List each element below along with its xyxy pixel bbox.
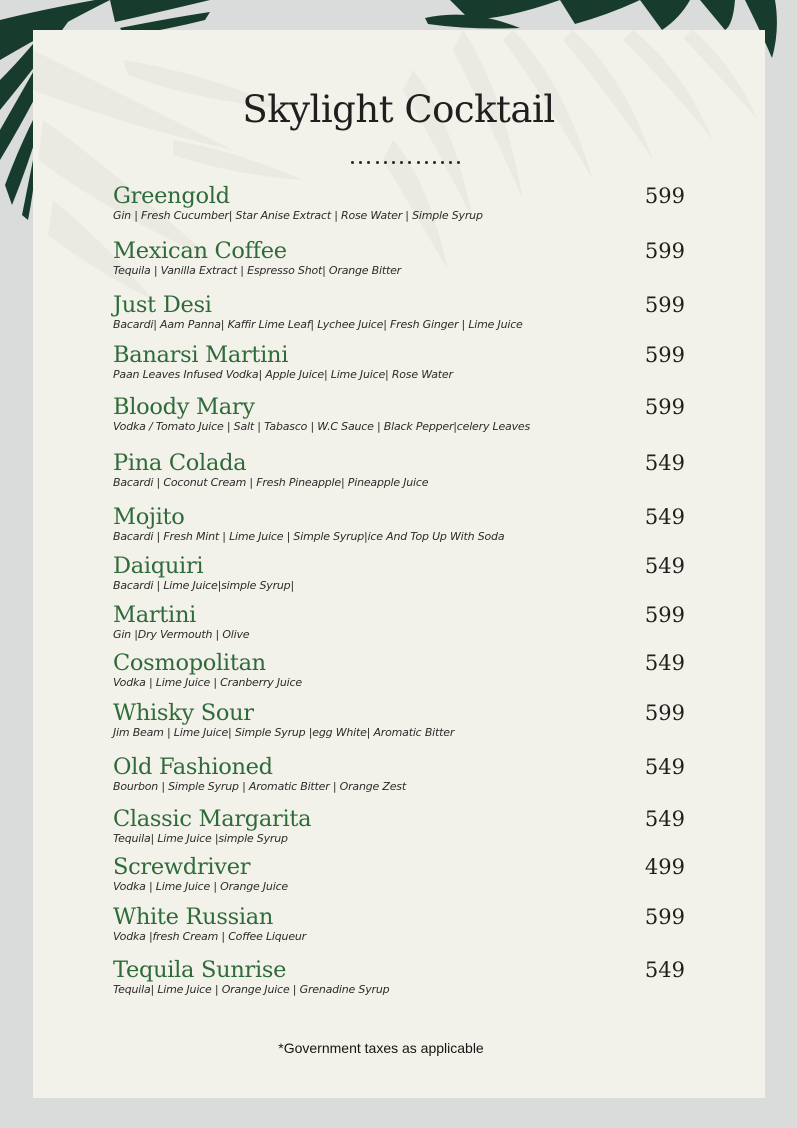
item-ingredients: Paan Leaves Infused Vodka| Apple Juice| Lime Juice| Rose Water xyxy=(113,368,453,381)
menu-item xyxy=(113,700,693,740)
item-price: 599 xyxy=(644,184,685,208)
title-divider-dots xyxy=(351,161,460,164)
item-ingredients: Bacardi | Coconut Cream | Fresh Pineapple| Pineapple Juice xyxy=(113,476,429,489)
item-price: 549 xyxy=(644,755,685,779)
item-ingredients: Tequila| Lime Juice | Orange Juice | Grenadine Syrup xyxy=(113,983,390,996)
item-ingredients: Gin | Fresh Cucumber| Star Anise Extract | Rose Water | Simple Syrup xyxy=(113,209,483,222)
item-ingredients: Tequila| Lime Juice |simple Syrup xyxy=(113,832,288,845)
item-ingredients: Vodka | Lime Juice | Orange Juice xyxy=(113,880,288,893)
item-price: 599 xyxy=(644,343,685,367)
item-ingredients: Bourbon | Simple Syrup | Aromatic Bitter | Orange Zest xyxy=(113,780,406,793)
item-name: Whisky Sour xyxy=(113,700,254,726)
tax-note: *Government taxes as applicable xyxy=(278,1040,484,1056)
item-price: 599 xyxy=(644,603,685,627)
item-ingredients: Jim Beam | Lime Juice| Simple Syrup |egg White| Aromatic Bitter xyxy=(113,726,455,739)
menu-item xyxy=(113,342,693,382)
item-ingredients: Bacardi | Lime Juice|simple Syrup| xyxy=(113,579,294,592)
item-name: Screwdriver xyxy=(113,854,251,880)
item-name: Old Fashioned xyxy=(113,754,273,780)
menu-item xyxy=(113,553,693,593)
item-price: 599 xyxy=(644,905,685,929)
item-name: Pina Colada xyxy=(113,450,247,476)
item-price: 599 xyxy=(644,701,685,725)
item-name: Mojito xyxy=(113,504,185,530)
item-ingredients: Bacardi| Aam Panna| Kaffir Lime Leaf| Lychee Juice| Fresh Ginger | Lime Juice xyxy=(113,318,523,331)
item-price: 549 xyxy=(644,651,685,675)
menu-item xyxy=(113,650,693,690)
menu-item xyxy=(113,504,693,544)
item-ingredients: Vodka |fresh Cream | Coffee Liqueur xyxy=(113,930,306,943)
item-ingredients: Tequila | Vanilla Extract | Espresso Shot| Orange Bitter xyxy=(113,264,401,277)
item-price: 549 xyxy=(644,505,685,529)
item-price: 549 xyxy=(644,554,685,578)
item-ingredients: Vodka / Tomato Juice | Salt | Tabasco | W.C Sauce | Black Pepper|celery Leaves xyxy=(113,420,530,433)
item-name: Mexican Coffee xyxy=(113,238,287,264)
menu-item xyxy=(113,754,693,794)
item-name: Greengold xyxy=(113,183,230,209)
item-price: 549 xyxy=(644,807,685,831)
item-name: Daiquiri xyxy=(113,553,204,579)
menu-title: Skylight Cocktail xyxy=(242,88,555,131)
item-name: Just Desi xyxy=(113,292,212,318)
menu-item xyxy=(113,854,693,894)
menu-item xyxy=(113,292,693,332)
menu-item xyxy=(113,238,693,278)
menu-item xyxy=(113,183,693,223)
item-name: Martini xyxy=(113,602,197,628)
menu-item xyxy=(113,394,693,434)
item-name: Cosmopolitan xyxy=(113,650,266,676)
item-price: 599 xyxy=(644,293,685,317)
item-ingredients: Bacardi | Fresh Mint | Lime Juice | Simple Syrup|ice And Top Up With Soda xyxy=(113,530,505,543)
item-price: 549 xyxy=(644,958,685,982)
item-price: 499 xyxy=(644,855,685,879)
item-price: 549 xyxy=(644,451,685,475)
item-name: Tequila Sunrise xyxy=(113,957,287,983)
item-name: Classic Margarita xyxy=(113,806,312,832)
menu-item xyxy=(113,806,693,846)
item-price: 599 xyxy=(644,239,685,263)
menu-item xyxy=(113,602,693,642)
item-price: 599 xyxy=(644,395,685,419)
item-name: Banarsi Martini xyxy=(113,342,289,368)
item-ingredients: Gin |Dry Vermouth | Olive xyxy=(113,628,250,641)
menu-item xyxy=(113,904,693,944)
item-ingredients: Vodka | Lime Juice | Cranberry Juice xyxy=(113,676,302,689)
menu-item xyxy=(113,450,693,490)
menu-item xyxy=(113,957,693,997)
item-name: White Russian xyxy=(113,904,274,930)
item-name: Bloody Mary xyxy=(113,394,255,420)
